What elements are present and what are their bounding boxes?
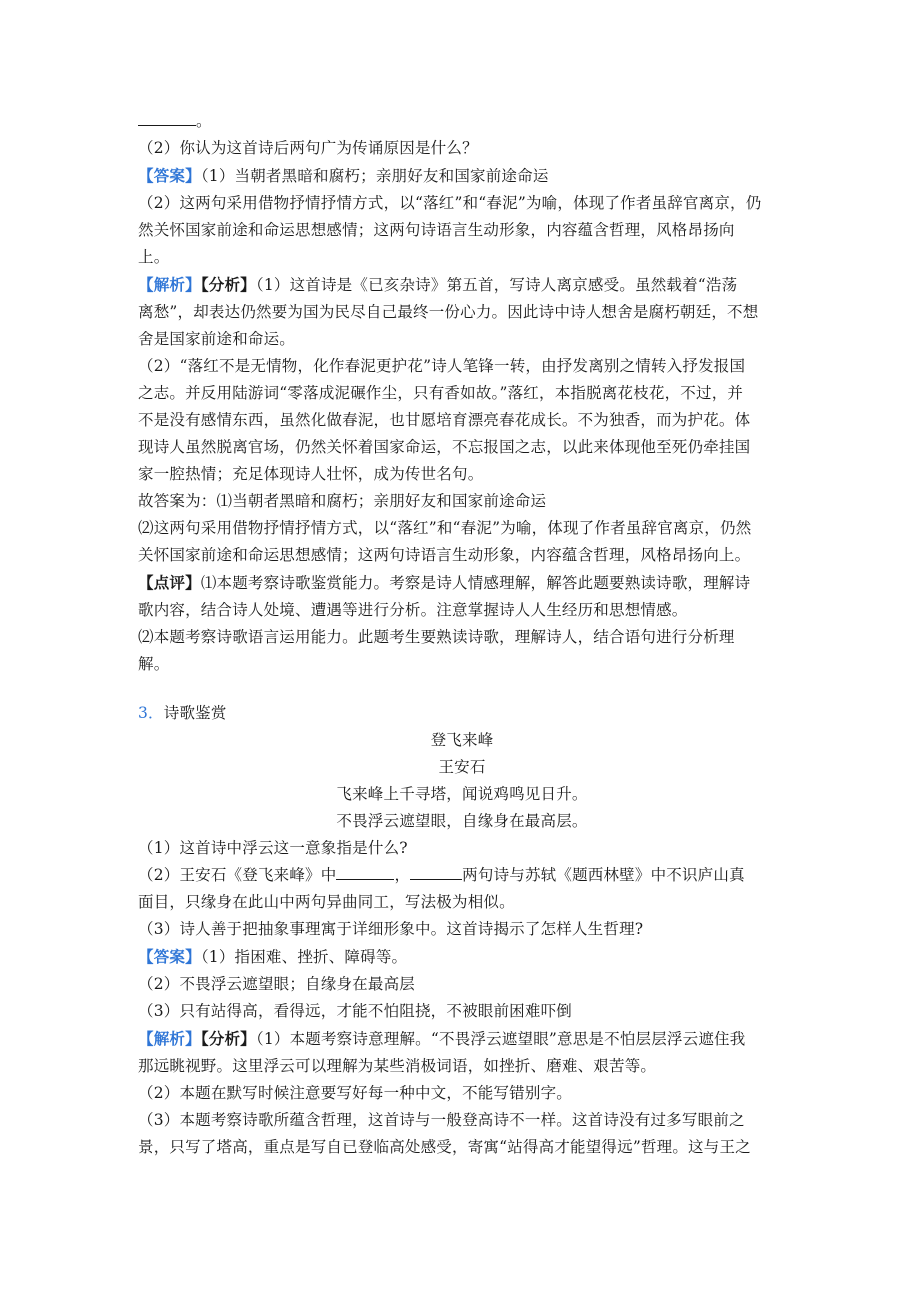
answer-blank	[336, 865, 394, 880]
final-answer-line-2: ⑵这两句采用借物抒情抒情方式，以“落红”和“春泥”为喻，体现了作者虽辞官离京，仍然	[138, 519, 752, 537]
document-page	[138, 108, 786, 1161]
analysis-subtag: 【分析】	[200, 1029, 256, 1048]
analysis-line-1: 【解析】【分析】（1）这首诗是《已亥杂诗》第五首，写诗人离京感受。虽然载着“浩荡	[138, 275, 738, 294]
answer-tag: 【答案】	[138, 947, 201, 966]
analysis-line-3: 舍是国家前途和命运。	[138, 330, 296, 348]
analysis-tag: 【解析】	[138, 275, 201, 294]
comment-line-1: 【点评】⑴本题考察诗歌鉴赏能力。考察是诗人情感理解，解答此题要熟读诗歌，理解诗	[138, 573, 751, 592]
poem-line-1: 飞来峰上千寻塔，闻说鸡鸣见日升。	[336, 785, 588, 803]
q3-answer-3: （3）只有站得高，看得远，才能不怕阻挠，不被眼前困难吓倒	[138, 1002, 572, 1020]
q3-analysis-1: 【解析】【分析】（1）本题考察诗意理解。“不畏浮云遮望眼”意思是不怕层层浮云遮住我	[138, 1029, 746, 1048]
q3-analysis-4: （3）本题考察诗歌所蕴含哲理，这首诗与一般登高诗不一样。这首诗没有过多写眼前之	[138, 1111, 745, 1129]
q3-answer-2: （2）不畏浮云遮望眼；自缘身在最高层	[138, 975, 415, 993]
poem-title: 登飞来峰	[430, 731, 494, 749]
comment-line-4: 解。	[138, 655, 170, 673]
answer-line-4: 上。	[138, 248, 170, 266]
analysis-tag: 【解析】	[138, 1029, 201, 1048]
comment-tag: 【点评】	[138, 573, 201, 592]
analysis-line-7: 现诗人虽然脱离官场，仍然关怀着国家命运，不忘报国之志，以此来体现他至死仍牵挂国	[138, 438, 751, 456]
analysis-line-5: 之志。并反用陆游词“零落成泥碾作尘，只有香如故。”落红，本指脱离花枝花，不过，并	[138, 384, 744, 402]
comment-line-3: ⑵本题考察诗歌语言运用能力。此题考生要熟读诗歌，理解诗人，结合语句进行分析理	[138, 628, 735, 646]
q3-analysis-2: 那远眺视野。这里浮云可以理解为某些消极词语，如挫折、磨难、艰苦等。	[138, 1057, 657, 1075]
poem-author: 王安石	[438, 758, 486, 776]
question-2: （2）你认为这首诗后两句广为传诵原因是什么？	[138, 139, 478, 157]
answer-line-1: 【答案】（1）当朝者黑暗和腐朽；亲朋好友和国家前途命运	[138, 166, 549, 185]
answer-tag: 【答案】	[138, 166, 201, 185]
question-number: 3．	[138, 704, 164, 722]
analysis-subtag: 【分析】	[200, 275, 256, 294]
q3-question-3: （3）诗人善于把抽象事理寓于详细形象中。这首诗揭示了怎样人生哲理?	[138, 920, 644, 938]
analysis-line-6: 不是没有感情东西，虽然化做春泥，也甘愿培育漂亮春花成长。不为独香，而为护花。体	[138, 411, 751, 429]
comment-line-2: 歌内容，结合诗人处境、遭遇等进行分析。注意掌握诗人人生经历和思想情感。	[138, 601, 688, 619]
fill-blank-line: 。	[138, 108, 786, 135]
question-3-heading: 3．诗歌鉴赏	[138, 704, 227, 722]
poem-line-2: 不畏浮云遮望眼，自缘身在最高层。	[336, 812, 588, 830]
answer-line-2: （2）这两句采用借物抒情抒情方式，以“落红”和“春泥”为喻，体现了作者虽辞官离京，仍	[138, 194, 762, 212]
analysis-line-2: 离愁”，却表达仍然要为国为民尽自己最终一份心力。因此诗中诗人想舍是腐朽朝廷，不想	[138, 303, 759, 321]
q3-answer-1: 【答案】（1）指困难、挫折、障碍等。	[138, 947, 408, 966]
answer-line-3: 然关怀国家前途和命运思想感情；这两句诗语言生动形象，内容蕴含哲理，风格昂扬向	[138, 221, 735, 239]
section-gap	[138, 678, 786, 700]
analysis-line-8: 家一腔热情；充足体现诗人壮怀，成为传世名句。	[138, 465, 484, 483]
analysis-line-4: （2）“落红不是无情物，化作春泥更护花”诗人笔锋一转，由抒发离别之情转入抒发报国	[138, 357, 746, 375]
q3-analysis-3: （2）本题在默写时候注意要写好每一种中文，不能写错别字。	[138, 1084, 572, 1102]
answer-blank	[138, 111, 196, 126]
q3-question-1: （1）这首诗中浮云这一意象指是什么?	[138, 839, 408, 857]
final-answer-line-1: 故答案为：⑴当朝者黑暗和腐朽；亲朋好友和国家前途命运	[138, 492, 547, 510]
q3-question-2-cont: 面目，只缘身在此山中两句异曲同工，写法极为相似。	[138, 893, 515, 911]
final-answer-line-3: 关怀国家前途和命运思想感情；这两句诗语言生动形象，内容蕴含哲理，风格昂扬向上。	[138, 546, 751, 564]
q3-question-2: （2）王安石《登飞来峰》中 ， 两句诗与苏轼《题西林壁》中不识庐山真	[138, 866, 745, 884]
q3-analysis-5: 景，只写了塔高，重点是写自已登临高处感受，寄寓“站得高才能望得远”哲理。这与王之	[138, 1138, 751, 1156]
answer-blank	[410, 865, 462, 880]
